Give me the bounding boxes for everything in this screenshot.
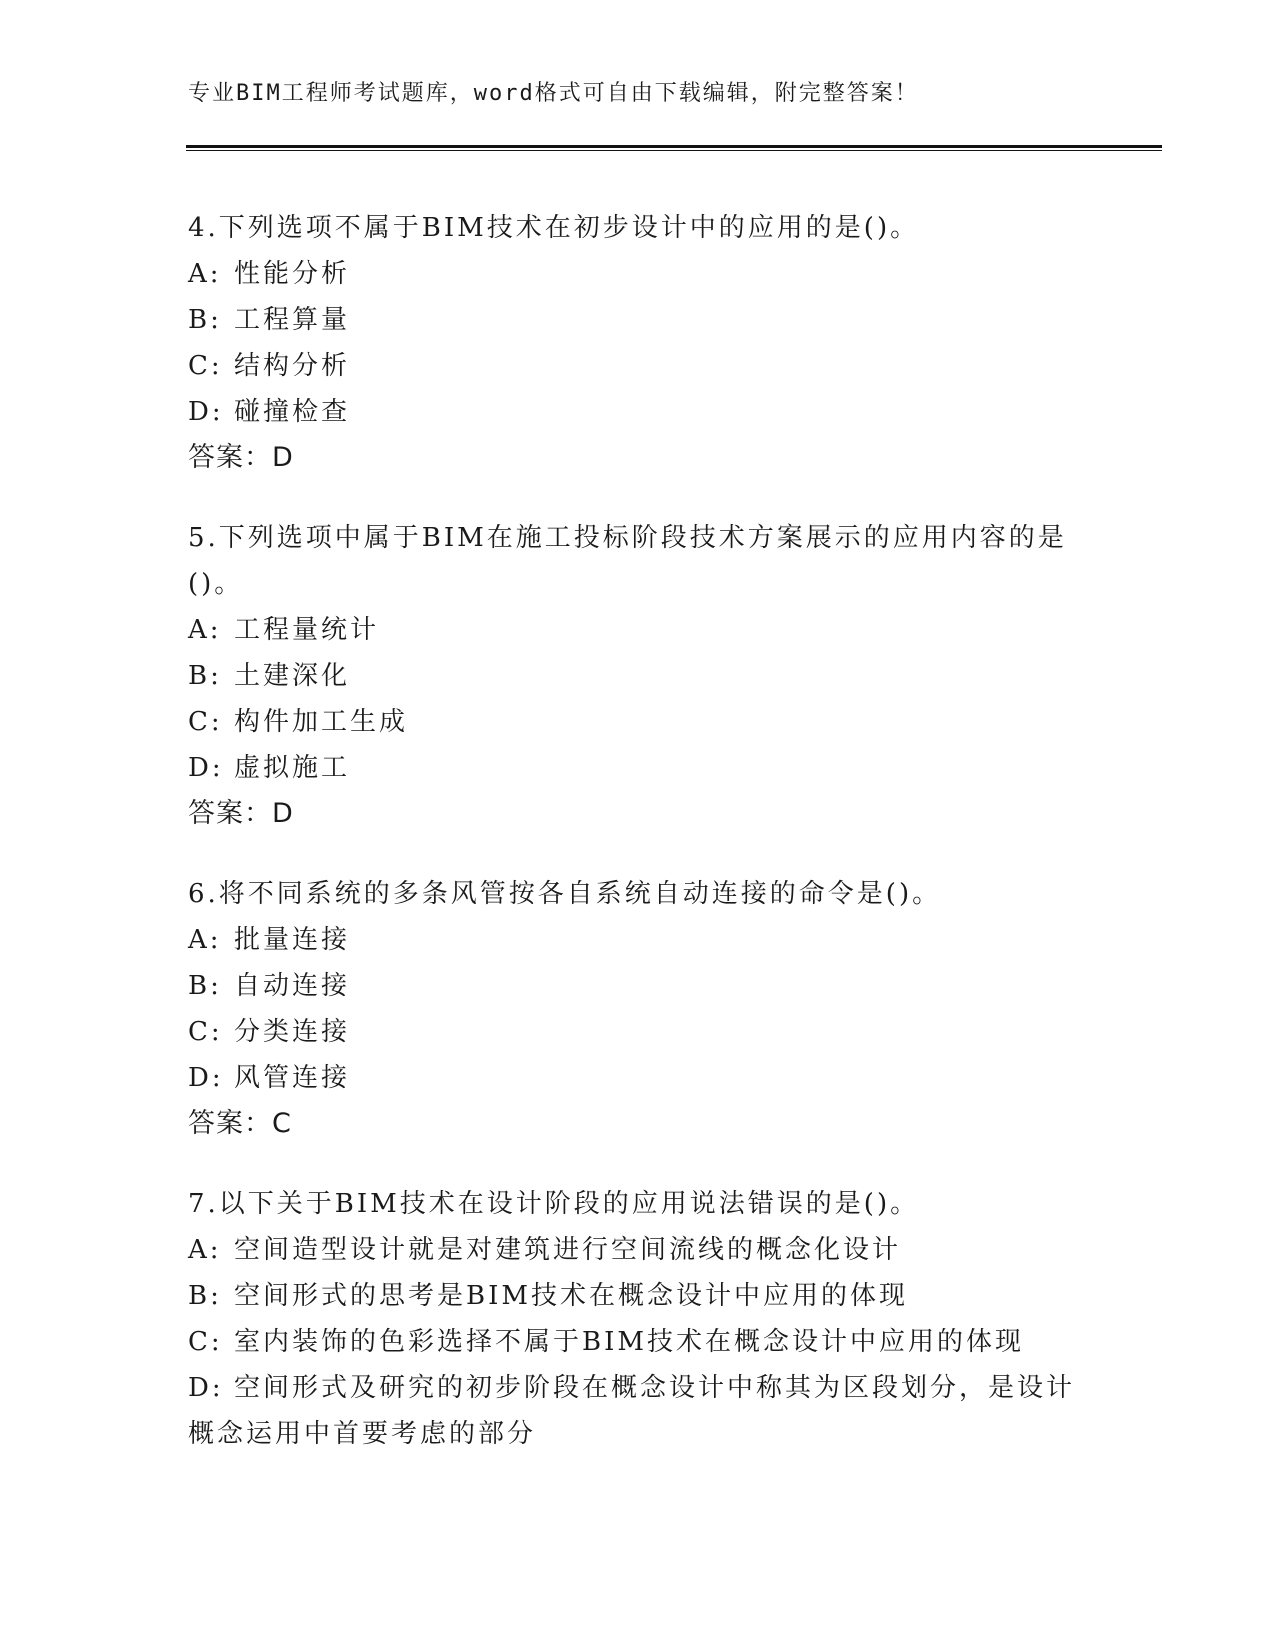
answer-key: 答案：D bbox=[188, 442, 294, 473]
option-text: 空间形式及研究的初步阶段在概念设计中称其为区段划分，是设计 bbox=[234, 1373, 1076, 1403]
answer-option bbox=[188, 1411, 1088, 1457]
answer-option bbox=[188, 343, 1088, 389]
answer-option bbox=[188, 963, 1088, 1009]
option-letter: D: bbox=[188, 397, 224, 427]
option-letter: C: bbox=[188, 1327, 223, 1357]
option-letter: B: bbox=[188, 971, 222, 1001]
question-stem: 5.下列选项中属于BIM在施工投标阶段技术方案展示的应用内容的是 bbox=[188, 523, 1067, 553]
question-list bbox=[188, 205, 1088, 1491]
answer-option bbox=[188, 1319, 1088, 1365]
header-divider bbox=[186, 145, 1162, 151]
answer-option bbox=[188, 1365, 1088, 1411]
option-letter: D: bbox=[188, 1063, 224, 1093]
option-text: 工程算量 bbox=[234, 305, 351, 335]
answer-key: 答案：D bbox=[188, 798, 294, 829]
question-stem: ()。 bbox=[188, 569, 244, 599]
option-letter: B: bbox=[188, 1281, 222, 1311]
question-item bbox=[188, 205, 1088, 481]
option-letter: A: bbox=[188, 1235, 222, 1265]
option-letter: D: bbox=[188, 753, 224, 783]
option-letter: D: bbox=[188, 1373, 224, 1403]
answer-option bbox=[188, 297, 1088, 343]
option-text: 土建深化 bbox=[234, 661, 351, 691]
option-text: 结构分析 bbox=[234, 351, 351, 381]
option-text: 碰撞检查 bbox=[234, 397, 351, 427]
question-item bbox=[188, 515, 1088, 837]
answer-option bbox=[188, 251, 1088, 297]
answer-option bbox=[188, 699, 1088, 745]
question-stem: 4.下列选项不属于BIM技术在初步设计中的应用的是()。 bbox=[188, 213, 920, 243]
option-text: 概念运用中首要考虑的部分 bbox=[188, 1419, 537, 1449]
answer-option bbox=[188, 607, 1088, 653]
answer-option bbox=[188, 1009, 1088, 1055]
page-header: 专业BIM工程师考试题库，word格式可自由下载编辑，附完整答案！ bbox=[188, 81, 919, 106]
option-text: 构件加工生成 bbox=[234, 707, 409, 737]
question-item bbox=[188, 1181, 1088, 1457]
option-letter: C: bbox=[188, 707, 223, 737]
answer-option bbox=[188, 1055, 1088, 1101]
answer-option bbox=[188, 917, 1088, 963]
option-text: 虚拟施工 bbox=[234, 753, 351, 783]
question-stem: 6.将不同系统的多条风管按各自系统自动连接的命令是()。 bbox=[188, 879, 942, 909]
question-stem: 7.以下关于BIM技术在设计阶段的应用说法错误的是()。 bbox=[188, 1189, 920, 1219]
option-text: 分类连接 bbox=[234, 1017, 351, 1047]
option-letter: A: bbox=[188, 615, 222, 645]
option-text: 空间形式的思考是BIM技术在概念设计中应用的体现 bbox=[234, 1281, 908, 1311]
option-letter: B: bbox=[188, 305, 222, 335]
answer-key: 答案：C bbox=[188, 1108, 292, 1139]
option-text: 室内装饰的色彩选择不属于BIM技术在概念设计中应用的体现 bbox=[234, 1327, 1024, 1357]
option-text: 空间造型设计就是对建筑进行空间流线的概念化设计 bbox=[234, 1235, 902, 1265]
option-text: 批量连接 bbox=[234, 925, 351, 955]
option-letter: C: bbox=[188, 1017, 223, 1047]
answer-option bbox=[188, 1227, 1088, 1273]
option-text: 自动连接 bbox=[234, 971, 351, 1001]
option-letter: B: bbox=[188, 661, 222, 691]
answer-option bbox=[188, 745, 1088, 791]
option-letter: A: bbox=[188, 259, 222, 289]
option-text: 性能分析 bbox=[234, 259, 351, 289]
answer-option bbox=[188, 1273, 1088, 1319]
option-letter: A: bbox=[188, 925, 222, 955]
option-text: 工程量统计 bbox=[234, 615, 380, 645]
question-item bbox=[188, 871, 1088, 1147]
option-text: 风管连接 bbox=[234, 1063, 351, 1093]
answer-option bbox=[188, 653, 1088, 699]
answer-option bbox=[188, 389, 1088, 435]
option-letter: C: bbox=[188, 351, 223, 381]
